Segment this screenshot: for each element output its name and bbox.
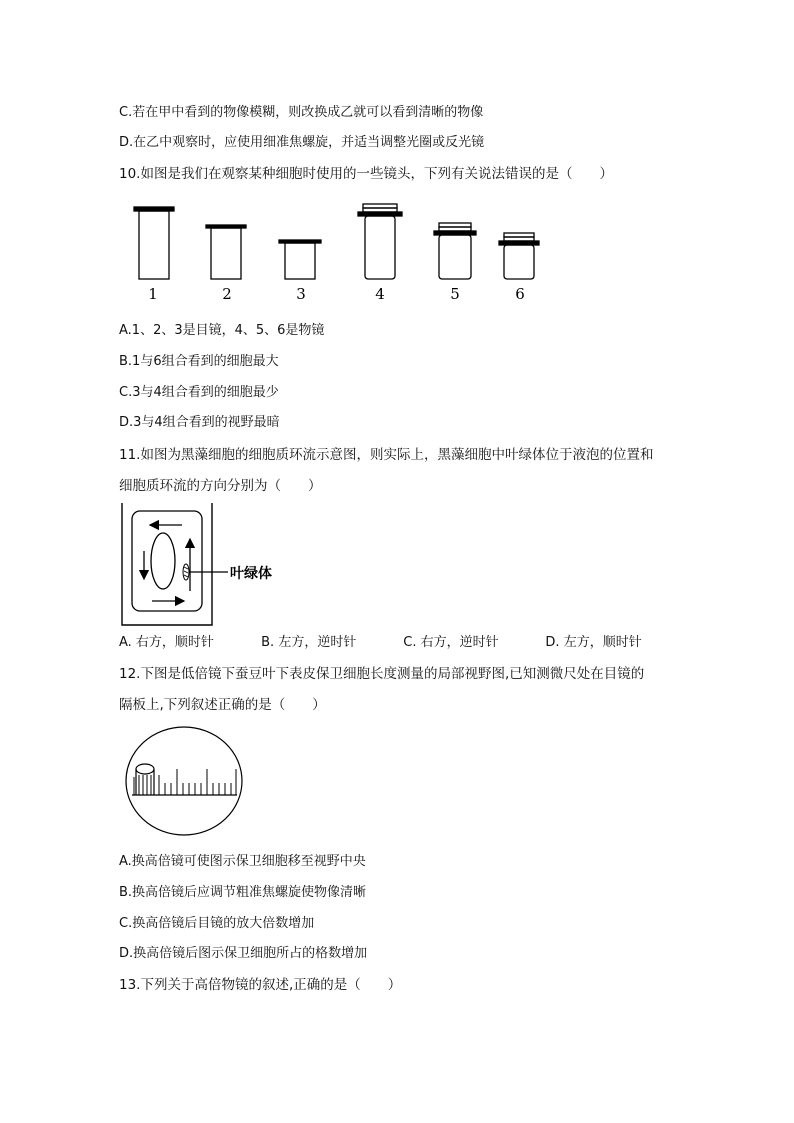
chloroplast-label: 叶绿体	[230, 566, 272, 582]
question-12-stem-1: 12.下图是低倍镜下蚕豆叶下表皮保卫细胞长度测量的局部视野图,已知测微尺处在目镜的	[119, 666, 645, 682]
lens-label-1: 1	[148, 285, 158, 303]
lens-figure	[130, 200, 550, 303]
lens-4	[358, 204, 402, 279]
question-13-stem: 13.下列关于高倍物镜的叙述,正确的是（ ）	[119, 977, 402, 993]
lens-label-4: 4	[375, 285, 385, 303]
micrometer-field-figure	[122, 725, 252, 840]
option-c-prev: C.若在甲中看到的物像模糊，则改换成乙就可以看到清晰的物像	[119, 105, 484, 120]
lens-6	[499, 233, 539, 279]
lens-label-5: 5	[450, 285, 460, 303]
lens-1	[134, 207, 174, 279]
q10-option-b: B.1与6组合看到的细胞最大	[119, 354, 279, 369]
q10-option-c: C.3与4组合看到的细胞最少	[119, 385, 279, 400]
lens-2	[206, 225, 246, 279]
q11-option-d: D. 左方，顺时针	[545, 635, 642, 650]
question-12-stem-2: 隔板上,下列叙述正确的是（ ）	[119, 697, 326, 713]
lens-3	[279, 240, 321, 279]
lens-label-3: 3	[296, 285, 306, 303]
guard-cell	[136, 764, 154, 774]
q11-option-c: C. 右方，逆时针	[403, 635, 499, 650]
q10-option-a: A.1、2、3是目镜，4、5、6是物镜	[119, 323, 325, 338]
q12-option-b: B.换高倍镜后应调节粗准焦螺旋使物像清晰	[119, 885, 367, 900]
cytoplasm-flow-figure	[118, 503, 418, 628]
q12-option-d: D.换高倍镜后图示保卫细胞所占的格数增加	[119, 946, 368, 961]
lens-label-2: 2	[222, 285, 232, 303]
q12-option-c: C.换高倍镜后目镜的放大倍数增加	[119, 916, 315, 931]
q10-option-d: D.3与4组合看到的视野最暗	[119, 415, 280, 430]
q11-option-b: B. 左方，逆时针	[261, 635, 357, 650]
question-11-stem-1: 11.如图为黑藻细胞的细胞质环流示意图，则实际上，黑藻细胞中叶绿体位于液泡的位置和	[119, 447, 654, 463]
lens-label-6: 6	[515, 285, 525, 303]
q12-option-a: A.换高倍镜可使图示保卫细胞移至视野中央	[119, 854, 366, 869]
question-10-stem: 10.如图是我们在观察某种细胞时使用的一些镜头，下列有关说法错误的是（ ）	[119, 166, 613, 182]
q11-options	[119, 634, 642, 652]
option-d-prev: D.在乙中观察时，应使用细准焦螺旋，并适当调整光圈或反光镜	[119, 135, 485, 150]
question-11-stem-2: 细胞质环流的方向分别为（ ）	[119, 478, 322, 494]
q11-option-a: A. 右方，顺时针	[119, 635, 214, 650]
lens-5	[434, 223, 476, 279]
